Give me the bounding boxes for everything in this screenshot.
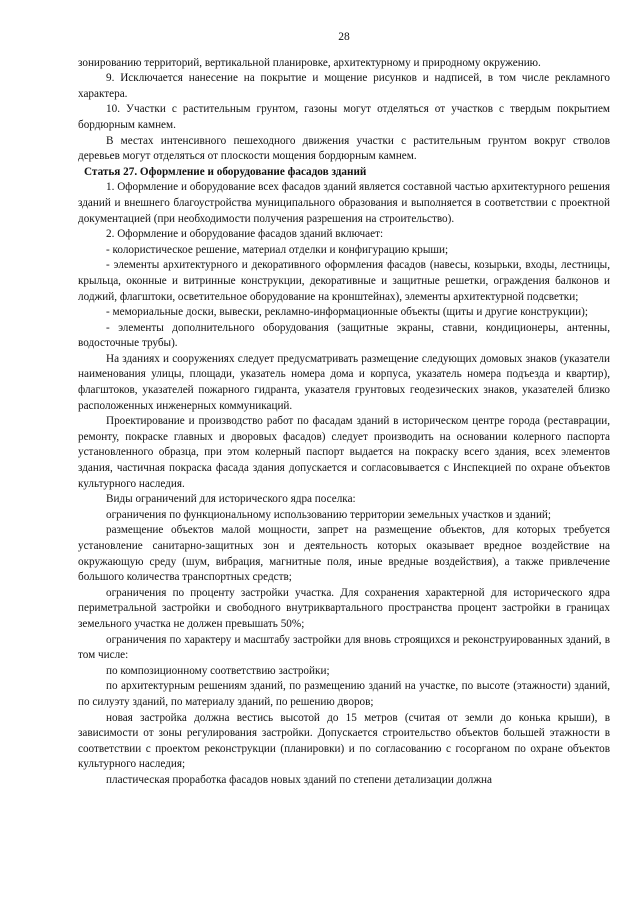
article-heading: Статья 27. Оформление и оборудование фасадов зданий xyxy=(84,165,367,178)
paragraph: 10. Участки с растительным грунтом, газоны могут отделяться от участков с твердым покрытием бордюрным камнем. xyxy=(78,103,610,131)
paragraph: - элементы архитектурного и декоративного оформления фасадов (навесы, козырьки, входы, лестницы, крыльца, оконные и витринные конструкции, декоративные и защитные решетки, ограждения балконов и лоджий, флагштоки, осветительное оборудование на кронштейнах), элементы архитектурной подсветки; xyxy=(78,259,610,303)
paragraph: На зданиях и сооружениях следует предусматривать размещение следующих домовых знаков (указатели наименования улицы, площади, указатель номера дома и корпуса, указатель номера подъезда и квартир), флагштоков, указателей пожарного гидранта, указателя грунтовых геодезических знаков, указателей близко расположенных инженерных коммуникаций. xyxy=(78,352,610,412)
paragraph: размещение объектов малой мощности, запрет на размещение объектов, для которых требуется установление санитарно-защитных зон и деятельность которых оказывает вредное воздействие на окружающую среду (шум, вибрация, магнитные поля, иные вредные воздействия), а также привлечение большого количества транспортных средств; xyxy=(78,524,610,584)
paragraph: пластическая проработка фасадов новых зданий по степени детализации должна xyxy=(106,773,493,786)
paragraph: - колористическое решение, материал отделки и конфигурацию крыши; xyxy=(106,243,449,256)
paragraph: Проектирование и производство работ по фасадам зданий в историческом центре города (реставрации, ремонту, покраске главных и дворовых фасадов) следует производить на основании колерного паспорта установленного образца, при этом колерный паспорт выдается на покраску всего здания, всех элементов здания, частичная покраска фасада здания допускается и согласовывается с Инспекцией по охране объектов культурного наследия. xyxy=(78,415,610,490)
paragraph: ограничения по характеру и масштабу застройки для вновь строящихся и реконструированных зданий, в том числе: xyxy=(78,633,610,662)
document-page xyxy=(78,30,610,789)
paragraph: по композиционному соответствию застройки; xyxy=(106,664,330,677)
paragraphs-after-heading xyxy=(78,180,610,788)
paragraph: ограничения по функциональному использованию территории земельных участков и зданий; xyxy=(106,508,552,521)
paragraph: зонированию территорий, вертикальной планировке, архитектурному и природному окружению. xyxy=(78,56,541,69)
paragraph: по архитектурным решениям зданий, по размещению зданий на участке, по высоте (этажности) зданий, по силуэту зданий, по материалу зданий, по решению дворов; xyxy=(78,680,610,708)
paragraph: - элементы дополнительного оборудования (защитные экраны, ставни, кондиционеры, антенны, водосточные трубы). xyxy=(78,321,610,350)
paragraph: 2. Оформление и оборудование фасадов зданий включает: xyxy=(106,228,384,241)
paragraph: - мемориальные доски, вывески, рекламно-информационные объекты (щиты и другие конструкции); xyxy=(106,306,588,319)
paragraph: 1. Оформление и оборудование всех фасадов зданий является составной частью архитектурного решения зданий и внешнего благоустройства муниципального образования и выполняется в соответствии с проектной документацией (при необходимости получения разрешения на строительство). xyxy=(78,181,610,225)
page-number: 28 xyxy=(338,31,350,43)
paragraph: ограничения по проценту застройки участка. Для сохранения характерной для исторического ядра периметральной застройки и свободного внутриквартального пространства процент застройки в границах земельного участка не должен превышать 50%; xyxy=(78,586,610,630)
paragraph: В местах интенсивного пешеходного движения участки с растительным грунтом вокруг стволов деревьев могут отделяться от плоскости мощения бордюрным камнем. xyxy=(78,134,610,163)
paragraph: новая застройка должна вестись высотой до 15 метров (считая от земли до конька крыши), в зависимости от зоны регулирования застройки. Допускается строительство объектов большей этажности в соответствии с проектом реконструкции (планировки) и по согласованию с госорганом по охране объектов культурного наследия; xyxy=(78,711,610,771)
paragraph: Виды ограничений для исторического ядра поселка: xyxy=(106,493,356,506)
paragraph: 9. Исключается нанесение на покрытие и мощение рисунков и надписей, в том числе рекламного характера. xyxy=(78,72,610,100)
paragraphs-before-heading xyxy=(78,56,610,165)
